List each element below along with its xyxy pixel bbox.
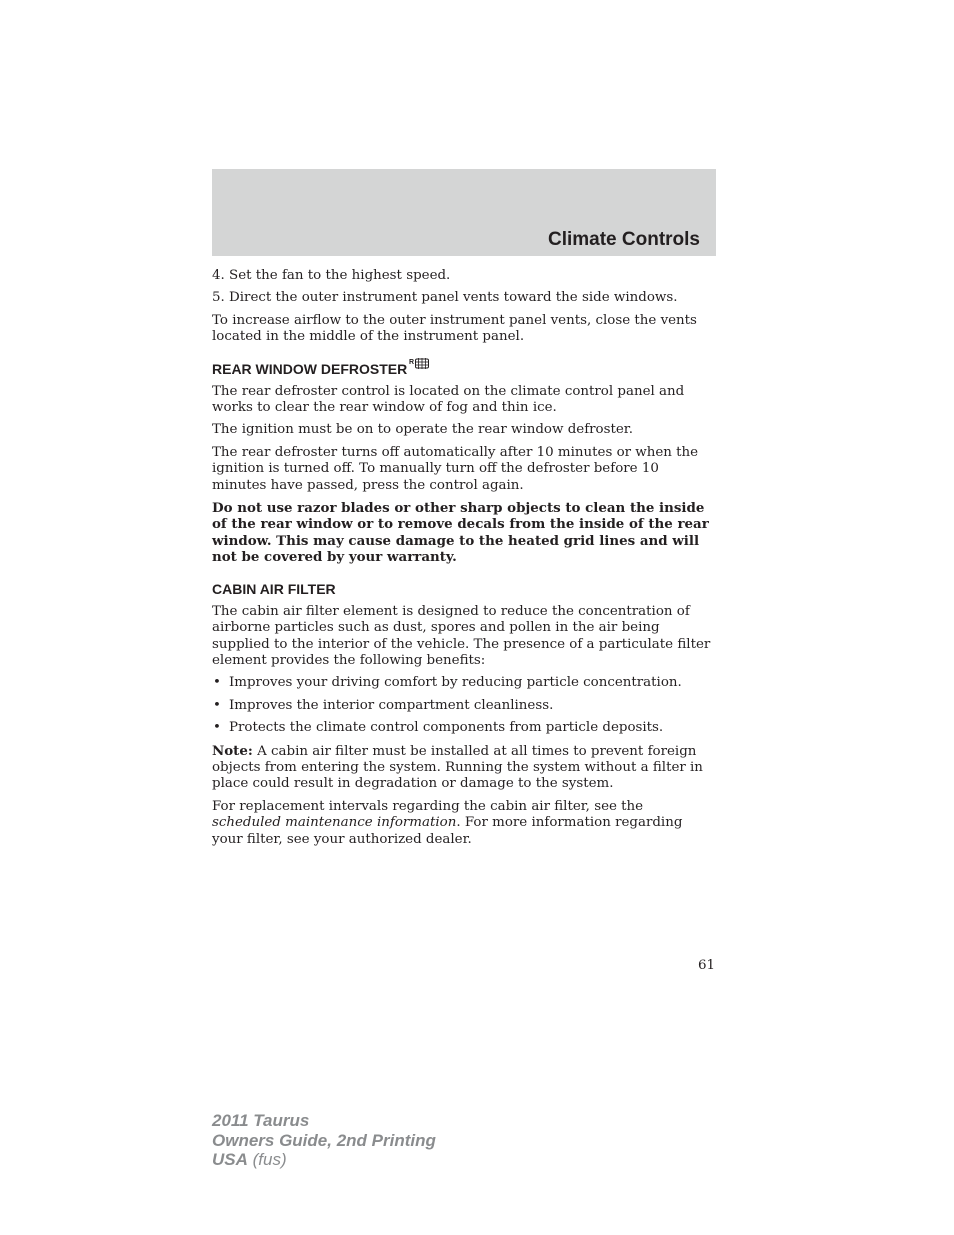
footer-model: 2011 Taurus [212,1111,310,1130]
rear-defrost-icon [409,357,431,375]
list-item [212,698,716,714]
section-title: Climate Controls [547,229,700,250]
list-item-text: Improves the interior compartment cleanliness. [229,697,554,713]
cabin-filter-heading: CABIN AIR FILTER [212,580,336,597]
rear-defroster-warning: Do not use razor blades or other sharp objects to clean the inside of the rear window or to remove decals from the inside of the rear window. This may cause damage to the heated grid lines and will not be covered by your warranty. [212,500,709,566]
replacement-prefix: For replacement intervals regarding the cabin air filter, see the [212,798,644,814]
replacement-interval-paragraph [212,799,716,848]
rear-defroster-paragraph-1: The rear defroster control is located on the climate control panel and works to clear the rear window of fog and thin ice. [212,383,685,416]
rear-defroster-heading-text: REAR WINDOW DEFROSTER [212,360,408,377]
note-label: Note: [212,742,253,759]
bullet-icon: • [213,697,221,713]
rear-defrost-icon-letter: R [409,358,415,366]
bullet-icon: • [213,675,221,691]
rear-defroster-paragraph-2: The ignition must be on to operate the rear window defroster. [212,422,633,438]
footer-market-bold: USA [212,1150,248,1169]
page-number: 61 [697,958,715,973]
maintenance-reference: scheduled maintenance information [212,815,457,831]
document-footer [212,1111,436,1170]
list-item-text: Protects the climate control components from particle deposits. [229,720,664,736]
list-item [212,675,716,691]
footer-market-code: (fus) [247,1150,287,1169]
rear-defroster-paragraph-3: The rear defroster turns off automatically after 10 minutes or when the ignition is turned off. To manually turn off the defroster before 10 minutes have passed, press the control again. [212,444,699,493]
step-5: 5. Direct the outer instrument panel vents toward the side windows. [212,290,678,306]
cabin-filter-note [212,743,716,793]
airflow-note: To increase airflow to the outer instrument panel vents, close the vents located in the middle of the instrument panel. [212,312,697,345]
step-4: 4. Set the fan to the highest speed. [212,268,451,283]
section-header-band [212,169,716,256]
list-item [212,720,716,736]
rear-defroster-heading [212,360,716,378]
bullet-icon: • [213,720,221,736]
list-item-text: Improves your driving comfort by reducing particle concentration. [229,675,682,691]
cabin-filter-benefits-list [212,675,716,736]
page-content [212,268,716,854]
replacement-suffix: . For more information regarding your filter, see your authorized dealer. [212,815,683,847]
cabin-filter-intro: The cabin air filter element is designed to reduce the concentration of airborne particles such as dust, spores and pollen in the air being supplied to the interior of the vehicle. The presence of a particulate filter element provides the following benefits: [212,603,711,668]
note-text: A cabin air filter must be installed at all times to prevent foreign objects from entering the system. Running the system without a filter in place could result in degradation or damage to the system. [212,743,703,792]
footer-edition: Owners Guide, 2nd Printing [212,1130,436,1150]
footer-market [212,1150,436,1170]
